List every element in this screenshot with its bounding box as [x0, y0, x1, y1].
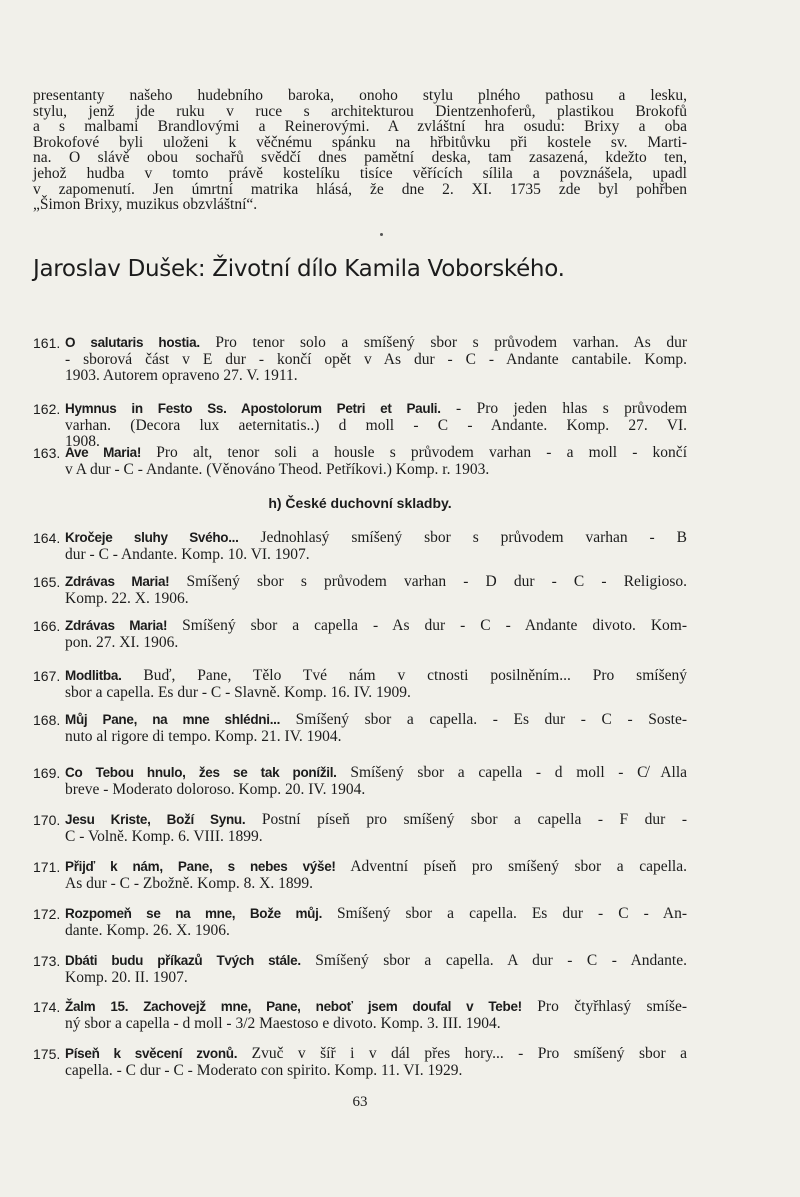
entry-line: Rozpomeň se na mne, Bože můj. Smíšený sbor a capella. Es dur - C - An- [65, 905, 687, 922]
entry-number: 171. [33, 859, 61, 875]
entry-title: Zdrávas Maria! [65, 574, 170, 589]
paragraph-line: stylu, jenž jde ruku v ruce s architekturou Dientzenhoferů, plastikou Brokofů [33, 102, 687, 120]
entry-line: Zdrávas Maria! Smíšený sbor s průvodem varhan - D dur - C - Religioso. [65, 573, 687, 590]
entry-title: Jesu Kriste, Boží Synu. [65, 812, 246, 827]
entry-line: dante. Komp. 26. X. 1906. [65, 921, 230, 939]
entry-line: dur - C - Andante. Komp. 10. VI. 1907. [65, 545, 310, 563]
article-heading: Jaroslav Dušek: Životní dílo Kamila Voborského. [33, 256, 565, 282]
entry-number: 175. [33, 1046, 61, 1062]
entry-line: capella. - C dur - C - Moderato con spirito. Komp. 11. VI. 1929. [65, 1061, 463, 1079]
catalog-entry [33, 574, 687, 607]
entry-title: Dbáti budu příkazů Tvých stále. [65, 953, 301, 968]
entry-line: Přijď k nám, Pane, s nebes výše! Adventní píseň pro smíšený sbor a capella. [65, 858, 687, 875]
entry-line: pon. 27. XI. 1906. [65, 633, 179, 651]
entry-line: sbor a capella. Es dur - C - Slavně. Komp. 16. IV. 1909. [65, 683, 411, 701]
entry-title: Hymnus in Festo Ss. Apostolorum Petri et Pauli. [65, 401, 441, 416]
entry-number: 164. [33, 530, 61, 546]
entry-number: 166. [33, 618, 61, 634]
entry-title: Zdrávas Maria! [65, 618, 168, 633]
entry-number: 168. [33, 712, 61, 728]
catalog-entry [33, 859, 687, 892]
entry-number: 170. [33, 812, 61, 828]
catalog-entry [33, 618, 687, 651]
catalog-entry [33, 765, 687, 798]
entry-line: 1908. [65, 433, 100, 450]
section-subheading: h) České duchovní skladby. [268, 495, 452, 511]
paragraph-line: presentanty našeho hudebního baroka, onoho stylu plného pathosu a lesku, [33, 87, 687, 104]
paragraph-line: jehož hudba v tomto právě kostelíku tisíce věřících sílila a povznášela, upadl [33, 164, 687, 182]
page-number: 63 [352, 1094, 368, 1110]
entry-title: Přijď k nám, Pane, s nebes výše! [65, 859, 336, 874]
entry-line: breve - Moderato doloroso. Komp. 20. IV. 1904. [65, 780, 366, 798]
entry-title: Můj Pane, na mne shlédni... [65, 712, 281, 727]
entry-number: 169. [33, 765, 61, 781]
entry-line: Zdrávas Maria! Smíšený sbor a capella - As dur - C - Andante divoto. Kom- [65, 617, 687, 634]
entry-title: Co Tebou hnulo, žes se tak ponížil. [65, 765, 337, 780]
entry-title: Modlitba. [65, 668, 122, 683]
entry-line: Ave Maria! Pro alt, tenor soli a housle s průvodem varhan - a moll - končí [65, 444, 687, 461]
catalog-entry [33, 906, 687, 939]
entry-number: 167. [33, 668, 61, 684]
entry-number: 172. [33, 906, 61, 922]
entry-line: O salutaris hostia. Pro tenor solo a smíšený sbor s průvodem varhan. As dur [65, 334, 687, 351]
entry-number: 173. [33, 953, 61, 969]
entry-number: 174. [33, 999, 61, 1015]
entry-line: Hymnus in Festo Ss. Apostolorum Petri et Pauli. - Pro jeden hlas s průvodem [65, 400, 688, 417]
entry-line: Můj Pane, na mne shlédni... Smíšený sbor a capella. - Es dur - C - Soste- [65, 711, 687, 728]
entry-line: Co Tebou hnulo, žes se tak ponížil. Smíšený sbor a capella - d moll - C̸ Alla [65, 764, 688, 781]
paragraph-line: v zapomenutí. Jen úmrtní matrika hlásá, že dne 2. XI. 1735 zde byl pohřben [33, 180, 687, 198]
catalog-entry [33, 953, 687, 986]
entry-title: O salutaris hostia. [65, 335, 200, 350]
entry-line: Dbáti budu příkazů Tvých stále. Smíšený sbor a capella. A dur - C - Andante. [65, 952, 687, 969]
entry-number: 162. [33, 401, 61, 417]
paragraph-line: a s malbami Brandlovými a Reinerovými. A zvláštní hra osudu: Brixy a oba [33, 118, 687, 136]
catalog-entry [33, 712, 687, 745]
entry-title: Píseň k svěcení zvonů. [65, 1046, 238, 1061]
entry-title: Žalm 15. Zachovejž mne, Pane, neboť jsem doufal v Tebe! [65, 999, 522, 1014]
entry-line: C - Volně. Komp. 6. VIII. 1899. [65, 827, 263, 845]
entry-line: Komp. 22. X. 1906. [65, 589, 189, 607]
entry-line: varhan. (Decora lux aeternitatis..) d moll - C - Andante. Komp. 27. VI. [65, 416, 687, 434]
entry-line: - sborová část v E dur - končí opět v As dur - C - Andante cantabile. Komp. [65, 350, 687, 368]
catalog-entry [33, 999, 687, 1032]
entry-number: 163. [33, 445, 61, 461]
entry-line: v A dur - C - Andante. (Věnováno Theod. Petříkovi.) Komp. r. 1903. [65, 460, 490, 478]
entry-line: Komp. 20. II. 1907. [65, 968, 188, 986]
entry-line: nuto al rigore di tempo. Komp. 21. IV. 1904. [65, 727, 342, 745]
catalog-entry [33, 812, 687, 845]
entry-line: Žalm 15. Zachovejž mne, Pane, neboť jsem doufal v Tebe! Pro čtyřhlasý smíše- [65, 998, 687, 1015]
entry-line: Jesu Kriste, Boží Synu. Postní píseň pro smíšený sbor a capella - F dur - [65, 811, 687, 828]
catalog-entry [33, 530, 687, 563]
paragraph-line: Brokofové byli uloženi k věčnému spánku na hřbitůvku při kostele sv. Marti- [33, 133, 687, 151]
catalog-entry [33, 1046, 687, 1079]
catalog-entry [33, 445, 687, 478]
entry-line: 1903. Autorem opraveno 27. V. 1911. [65, 367, 298, 384]
entry-number: 165. [33, 574, 61, 590]
entry-line: Píseň k svěcení zvonů. Zvuč v šíř i v dál přes hory... - Pro smíšený sbor a [65, 1045, 687, 1062]
entry-line: Kročeje sluhy Svého... Jednohlasý smíšený sbor s průvodem varhan - B [65, 529, 687, 546]
entry-line: As dur - C - Zbožně. Komp. 8. X. 1899. [65, 874, 313, 892]
intro-paragraph [33, 88, 687, 213]
catalog-entry [33, 668, 687, 701]
entry-title: Ave Maria! [65, 445, 142, 460]
entry-number: 161. [33, 335, 61, 351]
paragraph-line: na. O slávě obou sochařů svědčí dnes pamětní deska, tam zasazená, kdežto ten, [33, 149, 687, 167]
paragraph-line: „Šimon Brixy, muzikus obzvláštní“. [33, 196, 258, 214]
entry-title: Rozpomeň se na mne, Bože můj. [65, 906, 323, 921]
entry-title: Kročeje sluhy Svého... [65, 530, 239, 545]
catalog-entry [33, 335, 687, 385]
entry-line: Modlitba. Buď, Pane, Tělo Tvé nám v ctnosti posilněním... Pro smíšený [65, 667, 687, 684]
ornament-dot [380, 233, 383, 236]
entry-line: ný sbor a capella - d moll - 3/2 Maestoso e divoto. Komp. 3. III. 1904. [65, 1014, 501, 1032]
